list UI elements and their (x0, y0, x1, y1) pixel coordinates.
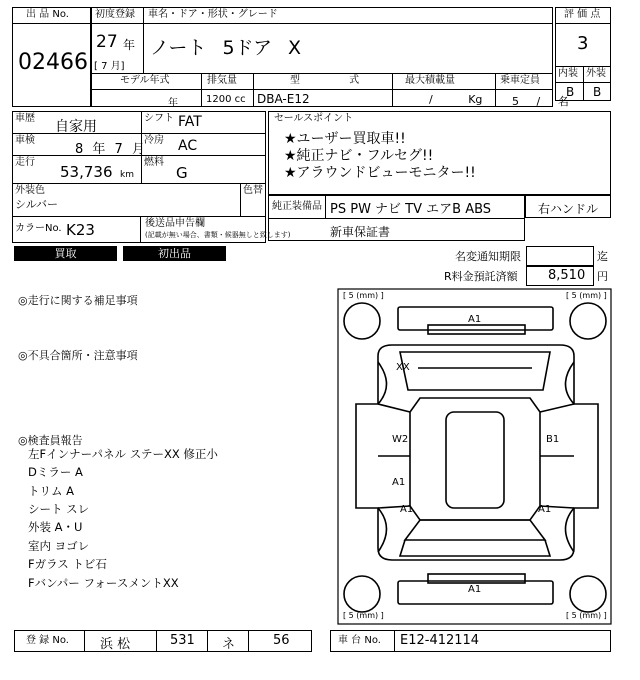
damage-mark: B1 (546, 434, 560, 445)
capacity: 5 / 名 (512, 95, 569, 108)
reg-label: 登 録 No. (26, 635, 69, 646)
first-listing-badge: 初出品 (123, 246, 226, 261)
recycle-label: R料金預託済額 (444, 270, 518, 283)
docs-note: (記載が無い場合、書類・候器無しと致します) (145, 231, 291, 239)
inspector-line: Fガラス トビ石 (28, 557, 107, 571)
model-year-label: モデル年式 (120, 75, 170, 86)
interior-score: B (566, 85, 575, 99)
exterior-score: B (593, 85, 602, 99)
tire-depth-label: [ 5 (mm) ] (343, 611, 384, 620)
sales-point-2: ★純正ナビ・フルセグ!! (284, 148, 434, 164)
tire-depth-label: [ 5 (mm) ] (566, 291, 607, 300)
tire-depth-label: [ 5 (mm) ] (343, 291, 384, 300)
name-change-label: 名変通知期限 (455, 250, 521, 263)
inspector-line: Dミラー A (28, 465, 83, 479)
damage-mark: A1 (400, 504, 414, 515)
inspector-line: トリム A (28, 484, 75, 498)
car-name: ノート 5ドア X (150, 37, 302, 59)
color-no-label: カラーNo. (15, 223, 62, 234)
warranty: 新車保証書 (330, 225, 391, 239)
fuel-label: 燃料 (144, 157, 164, 168)
reg-class: 531 (170, 633, 195, 648)
ac-value: AC (178, 138, 198, 154)
docs-label: 後送品申告欄 (145, 218, 205, 229)
first-reg-year-unit: 年 (123, 38, 136, 52)
inspector-line: 外装 A・U (28, 520, 83, 534)
reg-kana: ネ (222, 637, 236, 652)
reg-region: 浜 松 (100, 637, 131, 652)
repaint-label: 色替 (243, 185, 263, 196)
name-change-unit: 迄 (597, 250, 608, 263)
mileage-label: 走行 (15, 157, 35, 168)
interior-label: 内装 (558, 68, 578, 79)
chassis-value: E12-412114 (400, 633, 480, 648)
tire-depth-label: [ 5 (mm) ] (566, 611, 607, 620)
damage-mark: A1 (468, 584, 482, 595)
sales-point-1: ★ユーザー買取車!! (284, 131, 406, 147)
inspector-label: ◎検査員報告 (18, 434, 83, 447)
sales-point-3: ★アラウンドビューモニター!! (284, 165, 476, 181)
shift-label: シフト (144, 113, 174, 124)
model-year-unit: 年 (168, 98, 178, 109)
damage-mark: XX (396, 362, 410, 373)
grade-label: 評 価 点 (564, 9, 601, 20)
shift-value: FAT (178, 114, 202, 130)
max-load-label: 最大積載量 (405, 75, 455, 86)
damage-mark: A1 (392, 477, 406, 488)
equipment-items: PS PW ナビ TV エアB ABS (330, 202, 492, 217)
type-value: DBA-E12 (257, 92, 310, 106)
ext-color-value: シルバー (15, 198, 58, 211)
history-label: 車歴 (15, 113, 35, 124)
buy-badge: 買取 (14, 246, 117, 261)
fuel-value: G (176, 164, 188, 182)
grade-value: 3 (577, 33, 589, 54)
inspection-value: 8 年 7 月 (75, 142, 145, 157)
defects-label: ◎不具合箇所・注意事項 (18, 349, 138, 362)
inspection-label: 車検 (15, 135, 35, 146)
first-reg-month: [ 7 月] (94, 61, 125, 72)
color-no-value: K23 (66, 221, 95, 239)
mileage-unit: km (120, 170, 134, 180)
lot-label: 出 品 No. (26, 9, 69, 20)
recycle-value: 8,510 (548, 268, 586, 283)
inspector-line: シート スレ (28, 502, 90, 516)
first-reg-label: 初度登録 (95, 9, 135, 20)
displacement: 1200 cc (206, 94, 246, 105)
driving-notes-label: ◎走行に関する補足事項 (18, 294, 138, 307)
max-load: / Kg (429, 93, 483, 106)
ext-color-label: 外装色 (15, 185, 45, 196)
equipment-label: 純正装備品 (272, 201, 322, 212)
damage-mark: A1 (468, 314, 482, 325)
recycle-unit: 円 (597, 270, 608, 283)
steering-value: 右ハンドル (538, 202, 599, 216)
mileage-value: 53,736 (60, 163, 113, 181)
inspector-line: Fバンパー フォースメントXX (28, 576, 179, 590)
displacement-label: 排気量 (207, 75, 237, 86)
reg-number: 56 (273, 633, 290, 648)
sales-points-label: セールスポイント (274, 113, 354, 124)
type-label: 型 式 (290, 75, 360, 86)
first-reg-year: 27 (96, 32, 118, 52)
chassis-label: 車 台 No. (338, 635, 381, 646)
damage-mark: A1 (538, 504, 552, 515)
inspector-line: 室内 ヨゴレ (28, 539, 90, 553)
ac-label: 冷房 (144, 135, 164, 146)
capacity-label: 乗車定員 (500, 75, 540, 86)
inspector-line: 左Fインナーパネル ステーXX 修正小 (28, 447, 218, 461)
damage-mark: W2 (392, 434, 409, 445)
history-value: 自家用 (55, 119, 97, 135)
lot-number: 02466 (18, 50, 88, 75)
exterior-label: 外装 (586, 68, 606, 79)
car-name-label: 車名・ドア・形状・グレード (148, 9, 278, 20)
